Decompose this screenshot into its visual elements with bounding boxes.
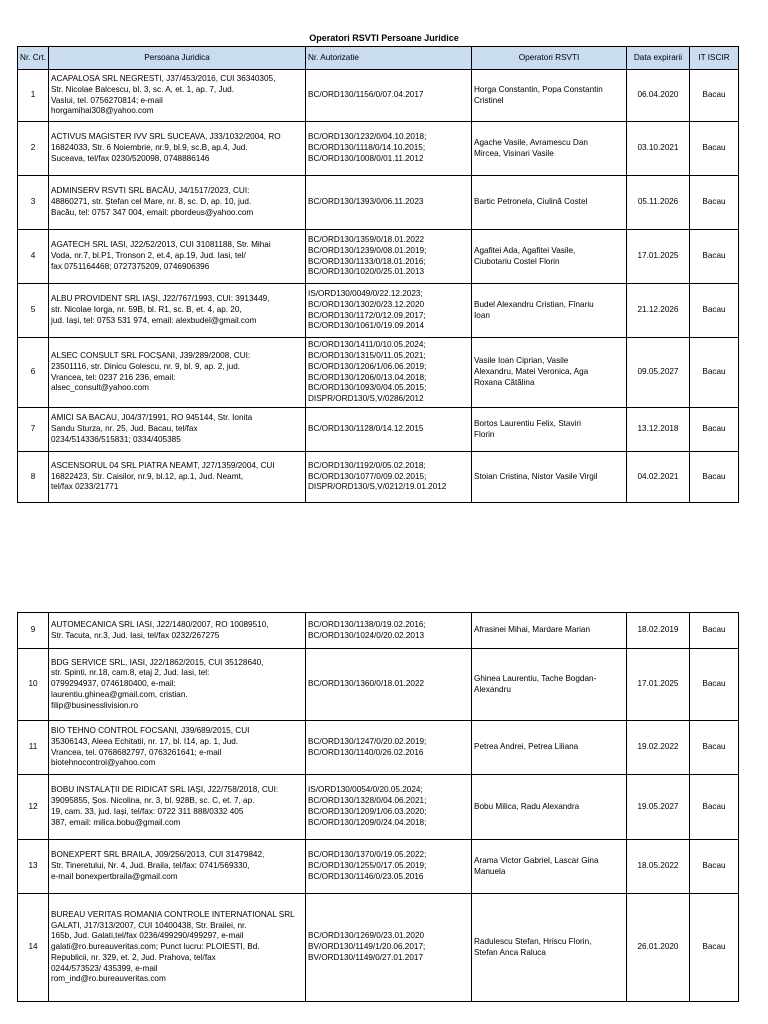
row-persoana-line: 16824033, Str. 6 Noiembrie, nr.9, bl.9, sc.B, ap.4, Jud. <box>51 143 248 153</box>
row-persoana-line: Republicii, nr. 329, et. 2, Jud. Prahova, tel/fax <box>51 952 216 962</box>
row-nr: 12 <box>18 775 49 840</box>
row-persoana-line: AGATECH SRL IASI, J22/52/2013, CUI 31081188, Str. Mihai <box>51 240 271 250</box>
row-it-iscir: Bacau <box>690 284 739 338</box>
row-it-iscir: Bacau <box>690 775 739 840</box>
row-autorizatie-line: BC/ORD130/1209/0/24.04.2018; <box>308 817 427 827</box>
row-autorizatie <box>306 230 472 284</box>
row-operatori <box>472 408 627 452</box>
row-nr: 6 <box>18 338 49 408</box>
row-persoana-line: tel/fax 0233/21771 <box>51 482 119 492</box>
row-autorizatie-line: DISPR/ORD130/S,V/0212/19.01.2012 <box>308 482 447 492</box>
row-data-expirarii: 13.12.2018 <box>627 408 690 452</box>
row-nr: 2 <box>18 122 49 176</box>
row-autorizatie-line: BC/ORD130/1247/0/20.02.2019; <box>308 736 427 746</box>
row-operatori-line: Bartic Petronela, Ciulină Costel <box>474 197 588 207</box>
row-persoana-line: 23501116, str. Dinicu Golescu, nr. 9, bl. 9, ap. 2, jud. <box>51 361 241 371</box>
row-persoana-line: ASCENSORUL 04 SRL PIATRA NEAMT, J27/1359/2004, CUI <box>51 460 275 470</box>
row-operatori-line: Ioan <box>474 310 490 320</box>
row-autorizatie-line: IS/ORD130/0049/0/22.12.2023; <box>308 288 423 298</box>
row-persoana-line: 387, email: milica.bobu@gmail.com <box>51 817 181 827</box>
row-autorizatie-line: BC/ORD130/1077/0/09.02.2015; <box>308 471 427 481</box>
row-nr: 10 <box>18 649 49 721</box>
row-persoana-line: e-mail bonexpertbraila@gmail.com <box>51 871 178 881</box>
row-persoana <box>49 230 306 284</box>
row-operatori-line: Budel Alexandru Cristian, Fînariu <box>474 299 594 309</box>
row-operatori-line: Horga Constantin, Popa Constantin <box>474 84 603 94</box>
row-it-iscir: Bacau <box>690 338 739 408</box>
row-persoana <box>49 721 306 775</box>
row-autorizatie-line: BC/ORD130/1328/0/04.06.2021; <box>308 796 427 806</box>
row-persoana <box>49 649 306 721</box>
table-row <box>18 613 739 649</box>
row-operatori-line: Bortos Laurentiu Felix, Staviri <box>474 418 581 428</box>
row-autorizatie <box>306 408 472 452</box>
table-row <box>18 649 739 721</box>
row-persoana <box>49 840 306 894</box>
row-operatori-line: Stefan Anca Raluca <box>474 947 546 957</box>
row-persoana <box>49 408 306 452</box>
row-operatori-line: Radulescu Stefan, Hriscu Florin, <box>474 936 592 946</box>
row-data-expirarii: 04.02.2021 <box>627 452 690 503</box>
table-row <box>18 70 739 122</box>
row-operatori <box>472 70 627 122</box>
header-nr: Nr. Crt. <box>18 47 49 70</box>
header-it: IT ISCIR <box>690 47 739 70</box>
row-persoana <box>49 613 306 649</box>
row-persoana <box>49 894 306 1002</box>
row-autorizatie-line: BC/ORD130/1156/0/07.04.2017 <box>308 90 424 100</box>
row-operatori <box>472 338 627 408</box>
row-it-iscir: Bacau <box>690 613 739 649</box>
row-autorizatie-line: BC/ORD130/1232/0/04.10.2018; <box>308 132 427 142</box>
row-operatori <box>472 649 627 721</box>
row-persoana-line: 39095855, Șos. Nicolina, nr. 3, bl. 928B, sc. C, et. 7, ap. <box>51 796 255 806</box>
row-autorizatie-line: DISPR/ORD130/S,V/0286/2012 <box>308 394 424 404</box>
row-operatori <box>472 176 627 230</box>
table-row <box>18 284 739 338</box>
row-autorizatie-line: BC/ORD130/1192/0/05.02.2018; <box>308 460 426 470</box>
table-row <box>18 338 739 408</box>
row-persoana-line: 0244/573523/ 435399, e-mail <box>51 963 158 973</box>
row-autorizatie-line: BC/ORD130/1239/0/08.01.2019; <box>308 245 427 255</box>
row-autorizatie <box>306 649 472 721</box>
row-persoana-line: 0234/514336/515831; 0334/405385 <box>51 434 181 444</box>
row-persoana <box>49 284 306 338</box>
row-it-iscir: Bacau <box>690 408 739 452</box>
row-operatori-line: Stoian Cristina, Nistor Vasile Virgil <box>474 471 598 481</box>
row-operatori <box>472 452 627 503</box>
row-autorizatie-line: BC/ORD130/1360/0/18.01.2022 <box>308 679 425 689</box>
row-persoana-line: Str. Nicolae Balcescu, bl. 3, sc. A, et. 1, ap. 7, Jud. <box>51 84 234 94</box>
header-autorizatie: Nr. Autorizatie <box>306 47 472 70</box>
row-operatori <box>472 721 627 775</box>
row-persoana-line: AUTOMECANICA SRL IASI, J22/1480/2007, RO 10089510, <box>51 619 269 629</box>
row-autorizatie <box>306 894 472 1002</box>
row-persoana-line: biotehnocontrol@yahoo.com <box>51 758 156 768</box>
row-autorizatie-line: BV/ORD130/1149/0/27.01.2017 <box>308 952 424 962</box>
row-operatori <box>472 894 627 1002</box>
row-persoana-line: Vaslui, tel. 0756270814; e-mail <box>51 95 163 105</box>
row-operatori-line: Ghinea Laurentiu, Tache Bogdan- <box>474 673 597 683</box>
row-persoana-line: BONEXPERT SRL BRAILA, J09/256/2013, CUI 31479842, <box>51 850 265 860</box>
row-autorizatie-line: BC/ORD130/1209/1/06.03.2020; <box>308 807 427 816</box>
row-persoana-line: laurentiu.ghinea@gmail.com, cristian. <box>51 689 188 699</box>
row-operatori-line: Mircea, Visinari Vasile <box>474 148 554 158</box>
row-persoana-line: ADMINSERV RSVTI SRL BACĂU, J4/1517/2023, CUI: <box>51 186 250 196</box>
row-nr: 14 <box>18 894 49 1002</box>
row-persoana-line: alsec_consult@yahoo.com <box>51 383 149 393</box>
header-data: Data expirarii <box>627 47 690 70</box>
row-autorizatie-line: BC/ORD130/1118/0/14.10.2015; <box>308 143 426 153</box>
row-autorizatie-line: BV/ORD130/1149/1/20.06.2017; <box>308 942 426 952</box>
row-persoana-line: jud. Iași, tel: 0753 531 974, email: alexbudel@gmail.com <box>51 315 257 325</box>
row-autorizatie-line: BC/ORD130/1093/0/04.05.2015; <box>308 383 427 393</box>
row-persoana-line: BUREAU VERITAS ROMANIA CONTROLE INTERNATIONAL SRL <box>51 909 295 919</box>
row-persoana-line: 35306143, Aleea Echitatii, nr. 17, bl. I14, ap. 1, Jud. <box>51 736 239 746</box>
row-persoana-line: 48860271, str. Ștefan cel Mare, nr. 8, sc. D, ap. 10, jud. <box>51 197 252 207</box>
row-autorizatie-line: BC/ORD130/1008/0/01.11.2012 <box>308 153 424 163</box>
row-operatori <box>472 230 627 284</box>
row-data-expirarii: 05.11.2026 <box>627 176 690 230</box>
row-operatori-line: Afrasinei Mihai, Mardare Marian <box>474 625 591 635</box>
row-nr: 5 <box>18 284 49 338</box>
row-autorizatie-line: BC/ORD130/1302/0/23.12.2020 <box>308 299 425 309</box>
row-autorizatie-line: BC/ORD130/1172/0/12.09.2017; <box>308 310 426 320</box>
row-persoana-line: fax 0751164468; 0727375209, 0746906396 <box>51 261 210 271</box>
row-autorizatie <box>306 122 472 176</box>
row-autorizatie <box>306 284 472 338</box>
row-autorizatie <box>306 721 472 775</box>
row-operatori-line: Alexandru <box>474 684 511 694</box>
row-autorizatie-line: BC/ORD130/1411/0/10.05.2024; <box>308 340 426 350</box>
row-operatori <box>472 775 627 840</box>
row-operatori-line: Arama Victor Gabriel, Lascar Gina <box>474 855 599 865</box>
row-persoana-line: filip@businesslivision.ro <box>51 700 139 710</box>
row-operatori-line: Alexandru, Matei Veronica, Aga <box>474 367 589 377</box>
row-persoana <box>49 70 306 122</box>
row-data-expirarii: 09.05.2027 <box>627 338 690 408</box>
row-operatori-line: Agache Vasile, Avramescu Dan <box>474 137 588 147</box>
row-persoana <box>49 176 306 230</box>
row-persoana-line: Sandu Sturza, nr. 25, Jud. Bacau, tel/fax <box>51 424 198 434</box>
row-nr: 3 <box>18 176 49 230</box>
row-autorizatie <box>306 613 472 649</box>
row-nr: 7 <box>18 408 49 452</box>
row-data-expirarii: 03.10.2021 <box>627 122 690 176</box>
table-row <box>18 721 739 775</box>
row-persoana-line: 0799294937, 0746180400, e-mail: <box>51 679 176 689</box>
row-autorizatie <box>306 452 472 503</box>
table-row <box>18 122 739 176</box>
row-operatori <box>472 284 627 338</box>
row-data-expirarii: 21.12.2026 <box>627 284 690 338</box>
row-persoana-line: rom_ind@ro.bureauveritas.com <box>51 974 166 984</box>
row-autorizatie-line: BC/ORD130/1206/0/13.04.2018; <box>308 372 427 382</box>
row-persoana-line: AMICI SA BACAU, J04/37/1991, RO 945144, Str. Ionita <box>51 413 253 423</box>
row-it-iscir: Bacau <box>690 230 739 284</box>
row-autorizatie <box>306 338 472 408</box>
row-nr: 8 <box>18 452 49 503</box>
row-persoana-line: Suceava, tel/fax 0230/520098, 0748886146 <box>51 153 210 163</box>
row-data-expirarii: 18.02.2019 <box>627 613 690 649</box>
table-row <box>18 176 739 230</box>
row-autorizatie <box>306 176 472 230</box>
row-persoana-line: ALBU PROVIDENT SRL IAȘI, J22/767/1993, CUI: 3913449, <box>51 294 270 304</box>
row-nr: 9 <box>18 613 49 649</box>
row-data-expirarii: 06.04.2020 <box>627 70 690 122</box>
table-header-row <box>18 47 739 70</box>
row-persoana-line: str. Nicolae Iorga, nr. 59B, bl. R1, sc. B, et. 4, ap. 20, <box>51 305 242 315</box>
row-autorizatie-line: BC/ORD130/1206/1/06.06.2019; <box>308 361 427 371</box>
row-persoana-line: Vrancea, tel: 0237 216 236, email: <box>51 372 176 382</box>
row-it-iscir: Bacau <box>690 649 739 721</box>
row-it-iscir: Bacau <box>690 176 739 230</box>
table-row <box>18 408 739 452</box>
row-persoana-line: ACTIVUS MAGISTER IVV SRL SUCEAVA, J33/1032/2004, RO <box>51 132 281 142</box>
row-autorizatie <box>306 840 472 894</box>
row-autorizatie-line: BC/ORD130/1393/0/06.11.2023 <box>308 197 424 207</box>
row-autorizatie-line: BC/ORD130/1315/0/11.05.2021; <box>308 350 426 360</box>
row-persoana-line: Str. Tacuta, nr.3, Jud. Iasi, tel/fax 0232/267275 <box>51 630 220 640</box>
row-nr: 4 <box>18 230 49 284</box>
row-persoana-line: ACAPALOSA SRL NEGRESTI, J37/453/2016, CUI 36340305, <box>51 73 276 83</box>
row-operatori <box>472 840 627 894</box>
row-persoana-line: GALATI, J17/313/2007, CUI 10400438, Str. Brailei, nr. <box>51 920 247 930</box>
table-row <box>18 840 739 894</box>
row-persoana-line: BOBU INSTALAȚII DE RIDICAT SRL IAȘI, J22/758/2018, CUI: <box>51 785 279 795</box>
row-data-expirarii: 26.01.2020 <box>627 894 690 1002</box>
row-it-iscir: Bacau <box>690 452 739 503</box>
row-persoana-line: ALSEC CONSULT SRL FOCȘANI, J39/289/2008, CUI: <box>51 350 251 360</box>
row-nr: 11 <box>18 721 49 775</box>
row-persoana-line: 16822423, Str. Caisilor, nr.9, bl.12, ap.1, Jud. Neamt, <box>51 471 244 481</box>
row-autorizatie-line: BC/ORD130/1061/0/19.09.2014 <box>308 321 425 331</box>
row-operatori-line: Bobu Milica, Radu Alexandra <box>474 801 580 811</box>
row-autorizatie-line: BC/ORD130/1133/0/18.01.2016; <box>308 256 426 266</box>
row-autorizatie-line: BC/ORD130/1269/0/23.01.2020 <box>308 931 425 941</box>
row-autorizatie <box>306 775 472 840</box>
operators-table-part-1 <box>17 46 739 503</box>
row-persoana-line: galati@ro.bureauveritas.com; Punct lucru: PLOIESTI, Bd. <box>51 942 260 952</box>
row-persoana-line: Str. Tineretului, Nr. 4, Jud. Braila, tel/fax: 0741/569330, <box>51 861 250 871</box>
row-operatori-line: Ciubotariu Costel Florin <box>474 256 560 266</box>
row-persoana-line: Vrancea, tel. 0768682797, 0763261641; e-mail <box>51 747 222 757</box>
row-data-expirarii: 19.05.2027 <box>627 775 690 840</box>
table-row <box>18 894 739 1002</box>
row-operatori-line: Manuela <box>474 866 506 876</box>
table-row <box>18 775 739 840</box>
row-autorizatie <box>306 70 472 122</box>
operators-table-part-2 <box>17 612 739 1002</box>
row-autorizatie-line: BC/ORD130/1370/0/19.05.2022; <box>308 850 427 860</box>
row-data-expirarii: 18.05.2022 <box>627 840 690 894</box>
row-nr: 13 <box>18 840 49 894</box>
row-persoana-line: BIO TEHNO CONTROL FOCSANI, J39/689/2015, CUI <box>51 725 250 735</box>
row-persoana <box>49 452 306 503</box>
row-operatori <box>472 122 627 176</box>
row-autorizatie-line: BC/ORD130/1359/0/18.01.2022 <box>308 234 425 244</box>
row-autorizatie-line: IS/ORD130/0054/0/20.05.2024; <box>308 785 423 795</box>
row-it-iscir: Bacau <box>690 122 739 176</box>
row-nr: 1 <box>18 70 49 122</box>
row-autorizatie-line: BC/ORD130/1140/0/26.02.2016 <box>308 747 424 757</box>
row-persoana-line: 19, cam. 33, jud. Iași, tel/fax: 0722 311 888/0332 405 <box>51 807 244 816</box>
row-persoana <box>49 775 306 840</box>
row-autorizatie-line: BC/ORD130/1020/0/25.01.2013 <box>308 267 425 277</box>
row-autorizatie-line: BC/ORD130/1128/0/14.12.2015 <box>308 424 424 434</box>
row-operatori-line: Cristinel <box>474 95 504 105</box>
row-it-iscir: Bacau <box>690 721 739 775</box>
row-data-expirarii: 17.01.2025 <box>627 230 690 284</box>
row-persoana-line: Bacău, tel: 0757 347 004, email: pbordeus@yahoo.com <box>51 207 254 217</box>
row-it-iscir: Bacau <box>690 840 739 894</box>
row-persoana <box>49 122 306 176</box>
table-row <box>18 230 739 284</box>
table-row <box>18 452 739 503</box>
row-data-expirarii: 17.01.2025 <box>627 649 690 721</box>
row-it-iscir: Bacau <box>690 70 739 122</box>
row-operatori <box>472 613 627 649</box>
row-operatori-line: Roxana Cătălina <box>474 377 535 387</box>
row-operatori-line: Petrea Andrei, Petrea Liliana <box>474 742 579 752</box>
row-persoana <box>49 338 306 408</box>
row-operatori-line: Florin <box>474 429 495 439</box>
row-operatori-line: Agafitei Ada, Agafitei Vasile, <box>474 245 576 255</box>
row-data-expirarii: 19.02.2022 <box>627 721 690 775</box>
row-operatori-line: Vasile Ioan Ciprian, Vasile <box>474 356 569 366</box>
row-persoana-line: horgamihai308@yahoo.com <box>51 106 154 116</box>
header-persoana: Persoana Juridica <box>49 47 306 70</box>
row-autorizatie-line: BC/ORD130/1138/0/19.02.2016; <box>308 619 426 629</box>
row-autorizatie-line: BC/ORD130/1146/0/23.05.2016 <box>308 871 424 881</box>
row-autorizatie-line: BC/ORD130/1024/0/20.02.2013 <box>308 630 425 640</box>
row-it-iscir: Bacau <box>690 894 739 1002</box>
row-persoana-line: Voda, nr.7, bl.P1, Tronson 2, et.4, ap.19, Jud. Iasi, tel/ <box>51 251 246 261</box>
row-persoana-line: BDG SERVICE SRL, IASI, J22/1862/2015, CUI 35128640, <box>51 657 264 667</box>
row-persoana-line: str. Spinti, nr.18, cam.8, etaj 2, Jud. Iasi, tel: <box>51 668 210 678</box>
page-title: Operatori RSVTI Persoane Juridice <box>309 33 459 43</box>
row-persoana-line: 165b, Jud. Galati,tel/fax 0236/499290/499297, e-mail <box>51 931 244 941</box>
header-operatori: Operatori RSVTI <box>472 47 627 70</box>
row-autorizatie-line: BC/ORD130/1255/0/17.05.2019; <box>308 861 427 871</box>
